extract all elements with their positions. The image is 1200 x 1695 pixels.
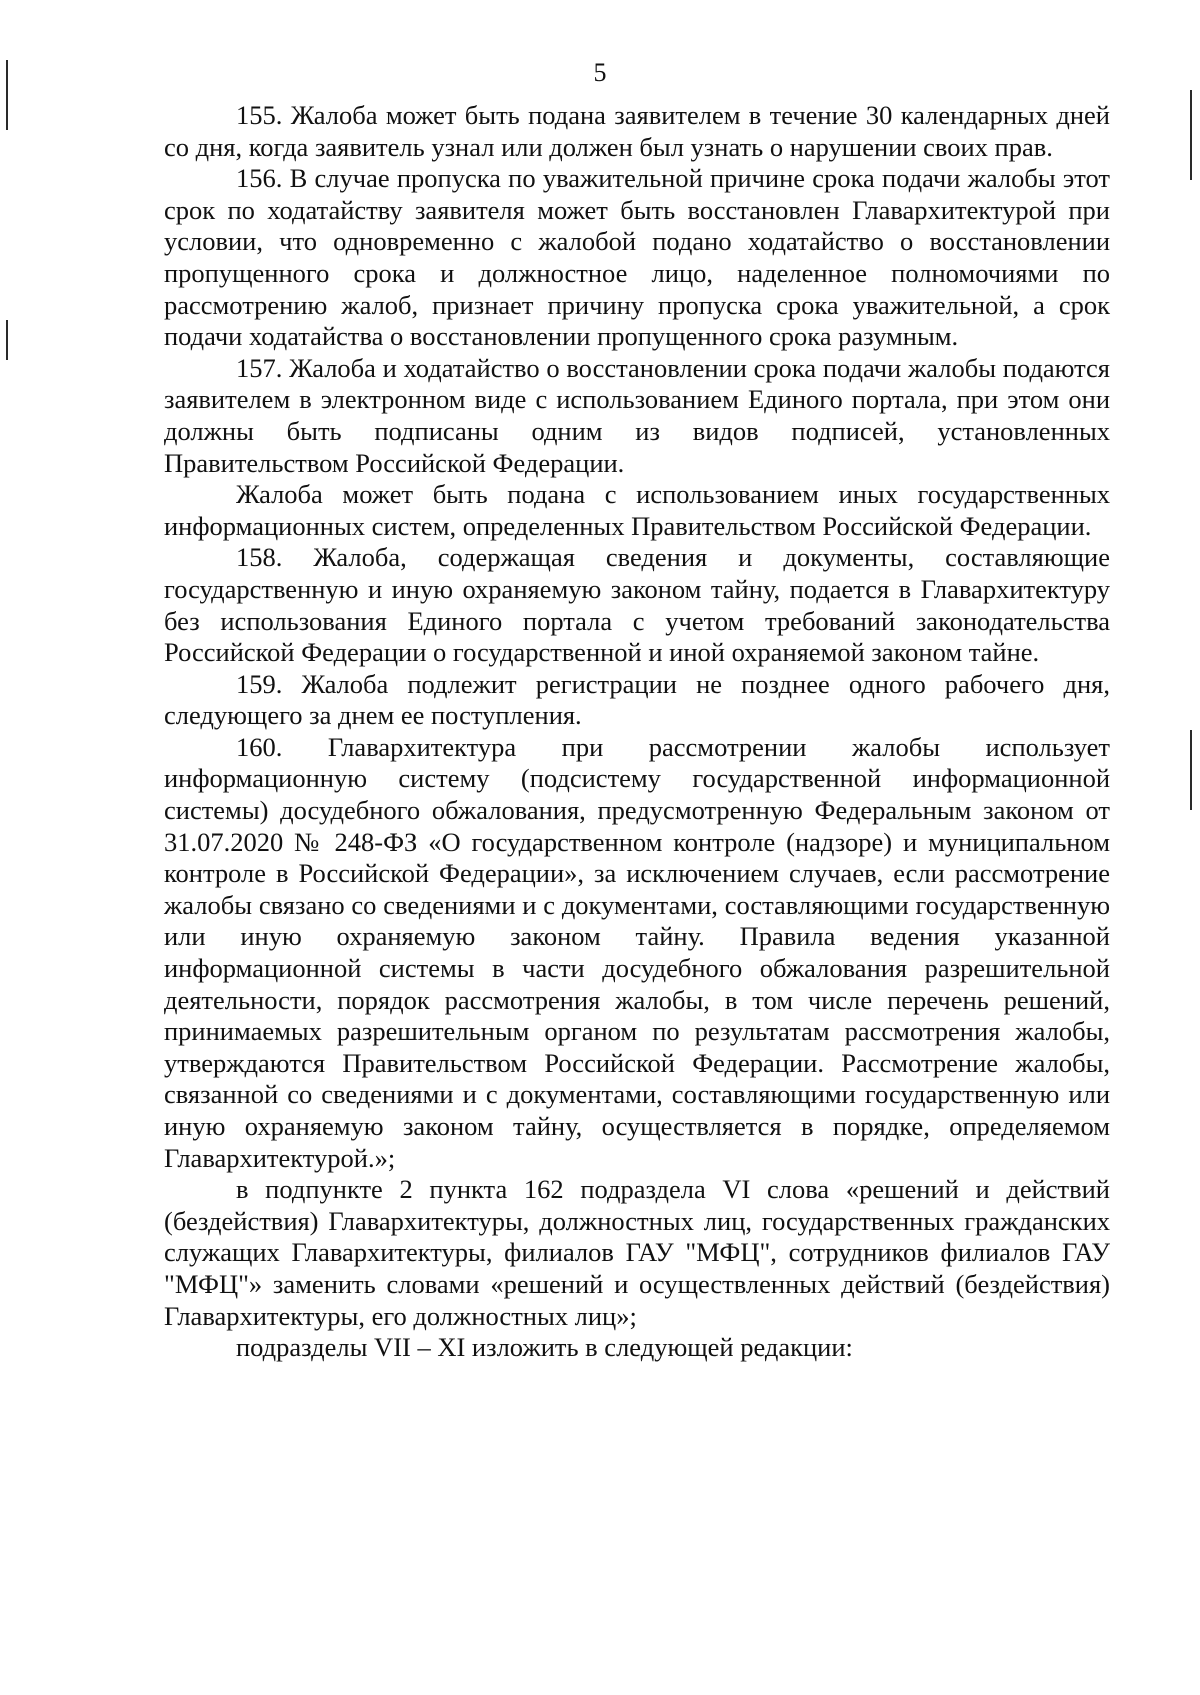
document-body bbox=[164, 100, 1110, 1364]
amendment-subitem-162: в подпункте 2 пункта 162 подраздела VI слова «решений и действий (бездействия) Главархитектуры, должностных лиц, государственных гражданских служащих Главархитектуры, филиалов ГАУ "МФЦ", сотрудников филиалов ГАУ "МФЦ"» заменить словами «решений и осуществленных действий (бездействия) Главархитектуры, его должностных лиц»; bbox=[164, 1174, 1110, 1331]
paragraph-157: 157. Жалоба и ходатайство о восстановлении срока подачи жалобы подаются заявителем в электронном виде с использованием Единого портала, при этом они должны быть подписаны одним из видов подписей, установленных Правительством Российской Федерации. bbox=[164, 352, 1110, 478]
page-number: 5 bbox=[593, 58, 607, 87]
paragraph-155: 155. Жалоба может быть подана заявителем в течение 30 календарных дней со дня, когда заявитель узнал или должен был узнать о нарушении своих прав. bbox=[164, 100, 1110, 162]
paragraph-157-continuation: Жалоба может быть подана с использованием иных государственных информационных систем, определенных Правительством Российской Федерации. bbox=[164, 479, 1110, 541]
scan-edge-right-mid bbox=[1190, 730, 1192, 810]
paragraph-160: 160. Главархитектура при рассмотрении жалобы использует информационную систему (подсистему государственной информационной системы) досудебного обжалования, предусмотренную Федеральным законом от 31.07.2020 № 248-ФЗ «О государственном контроле (надзоре) и муниципальном контроле в Российской Федерации», за исключением случаев, если рассмотрение жалобы связано со сведениями и с документами, составляющими государственную или иную охраняемую законом тайну. Правила ведения указанной информационной системы в части досудебного обжалования разрешительной деятельности, порядок рассмотрения жалобы, в том числе перечень решений, принимаемых разрешительным органом по результатам рассмотрения жалобы, утверждаются Правительством Российской Федерации. Рассмотрение жалобы, связанной со сведениями и с документами, составляющими государственную или иную охраняемую законом тайну, осуществляется в порядке, определяемом Главархитектурой.»; bbox=[164, 731, 1110, 1173]
scan-edge-right-top bbox=[1190, 90, 1192, 180]
paragraph-156: 156. В случае пропуска по уважительной причине срока подачи жалобы этот срок по ходатайству заявителя может быть восстановлен Главархитектурой при условии, что одновременно с жалобой подано ходатайство о восстановлении пропущенного срока и должностное лицо, наделенное полномочиями по рассмотрению жалоб, признает причину пропуска срока уважительной, а срок подачи ходатайства о восстановлении пропущенного срока разумным. bbox=[164, 163, 1110, 352]
amendment-subsections-vii-xi: подразделы VII – XI изложить в следующей редакции: bbox=[236, 1332, 853, 1363]
scan-edge-left-mid bbox=[6, 320, 8, 360]
paragraph-158: 158. Жалоба, содержащая сведения и документы, составляющие государственную и иную охраняемую законом тайну, подается в Главархитектуру без использования Единого портала с учетом требований законодательства Российской Федерации о государственной и иной охраняемой законом тайне. bbox=[164, 542, 1110, 668]
paragraph-159: 159. Жалоба подлежит регистрации не позднее одного рабочего дня, следующего за днем ее поступления. bbox=[164, 668, 1110, 731]
